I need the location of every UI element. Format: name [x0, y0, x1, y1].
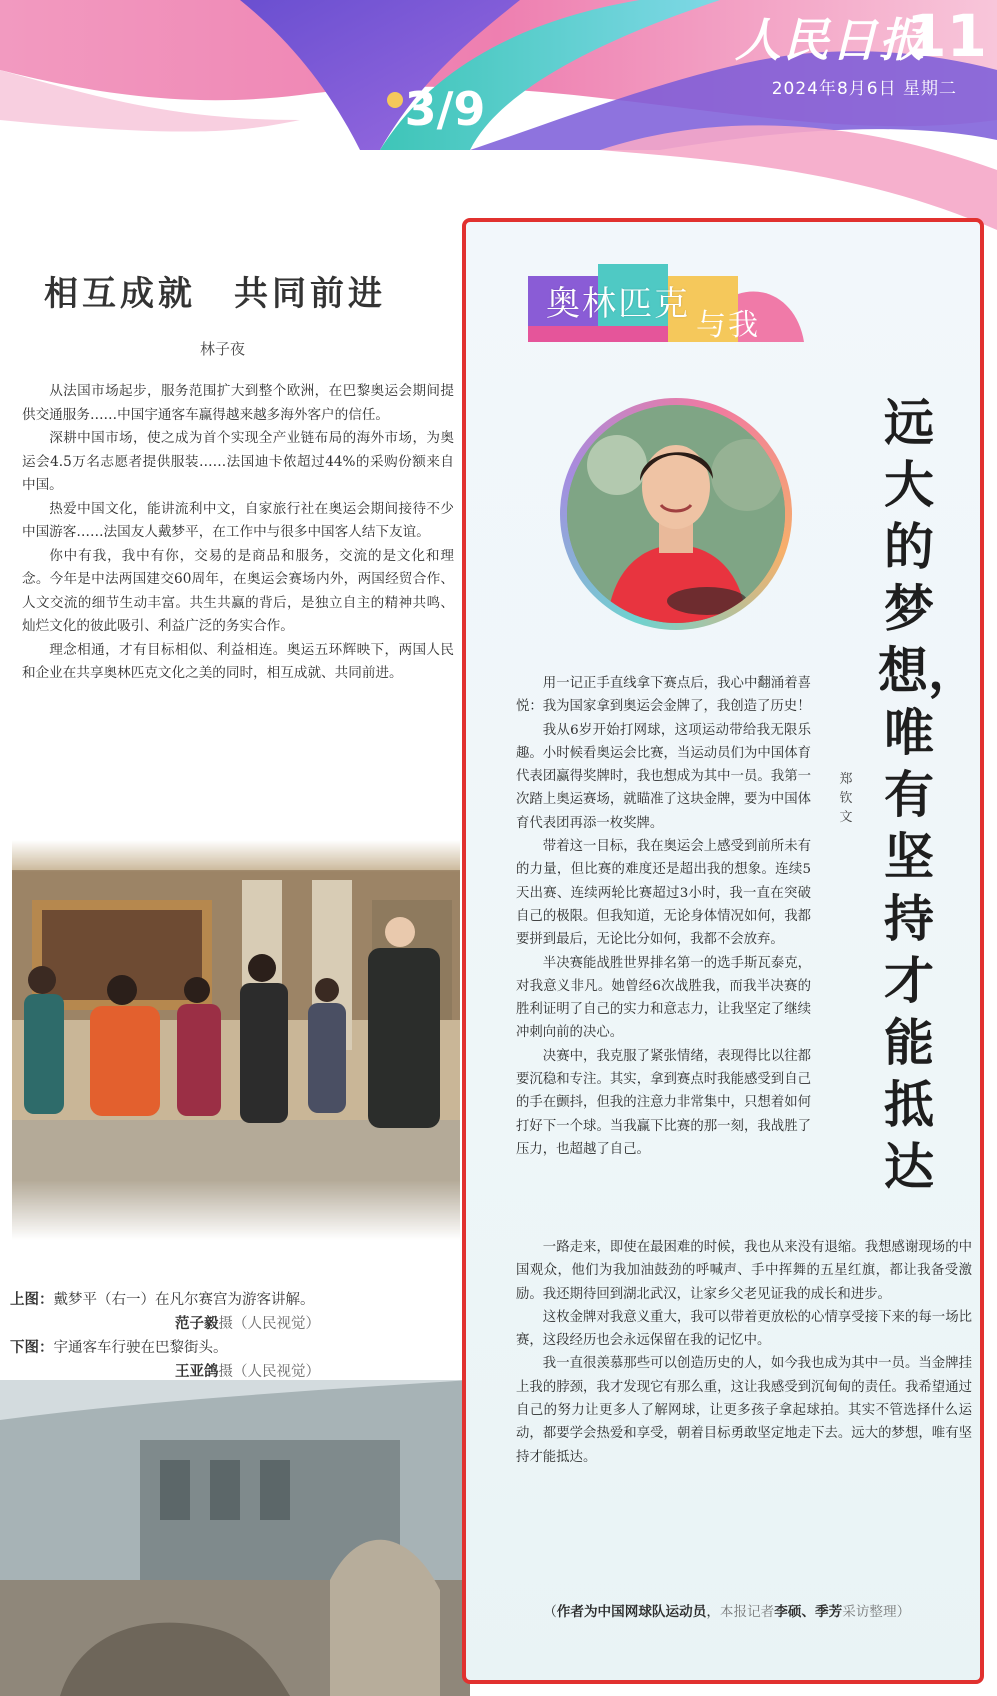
photographer-name: 范子毅 [175, 1316, 219, 1332]
paragraph: 热爱中国文化，能讲流利中文，自家旅行社在奥运会期间接待不少中国游客……法国友人戴梦平，在工作中与很多中国客人结下友谊。 [22, 500, 454, 540]
page-number: 11 [906, 2, 987, 70]
left-article-body [22, 380, 454, 686]
caption-bottom [10, 1336, 450, 1360]
paris-street-illustration [0, 1380, 470, 1696]
note-reporter-label: 本报记者 [719, 1604, 775, 1620]
paragraph: 带着这一目标，我在奥运会上感受到前所未有的力量，但比赛的难度还是超出我的想象。连续5天出赛、连续两轮比赛超过3小时，我一直在突破自己的极限。但我知道，无论身体情况如何，我都要拼到最后，无论比分如何，我都不会放弃。 [516, 839, 811, 948]
caption-bottom-text: 宇通客车行驶在巴黎街头。 [53, 1340, 228, 1356]
versailles-tour-illustration [12, 840, 460, 1240]
image-page-counter: 3/9 [404, 82, 486, 136]
paris-street-photo [0, 1380, 470, 1696]
highlighted-article [462, 218, 984, 1684]
versailles-tour-photo [12, 840, 460, 1240]
paragraph: 一路走来，即使在最困难的时候，我也从来没有退缩。我想感谢现场的中国观众，他们为我加油鼓劲的呼喊声、手中挥舞的五星红旗，都让我备受激励。我还期待回到湖北武汉，让家乡父老见证我的成长和进步。 [516, 1240, 972, 1302]
column-title-suffix: 与我 [696, 308, 760, 343]
article-byline: 郑钦文 [839, 772, 853, 825]
left-article-title: 相互成就 共同前进 [44, 274, 386, 314]
note-author-role: 作者为中国网球队运动员 [556, 1604, 707, 1620]
caption-top [10, 1288, 450, 1312]
paragraph: 决赛中，我克服了紧张情绪，表现得比以往都要沉稳和专注。其实，拿到赛点时我能感受到自己的手在颤抖，但我的注意力非常集中，只想着如何打好下一个球。当我赢下比赛的那一刻，我战胜了压力，也超越了自己。 [516, 1048, 811, 1157]
portrait-photo [567, 405, 785, 623]
caption-bottom-label: 下图： [10, 1340, 54, 1356]
column-title: 奥林匹克 [546, 284, 690, 324]
paragraph: 我从6岁开始打网球，这项运动带给我无限乐趣。小时候看奥运会比赛，当运动员们为中国体育代表团赢得奖牌时，我也想成为其中一员。我第一次踏上奥运赛场，就瞄准了这块金牌，要为中国体育代表团再添一枚奖牌。 [516, 722, 811, 831]
photo-credit-source: 摄（人民视觉） [218, 1364, 320, 1380]
caption-top-credit [10, 1312, 450, 1336]
tennis-player-illustration [567, 405, 785, 623]
photo-credit-source: 摄（人民视觉） [218, 1316, 320, 1332]
article-body-upper [516, 672, 811, 1161]
note-open-paren: （ [543, 1604, 557, 1620]
paragraph: 用一记正手直线拿下赛点后，我心中翻涌着喜悦：我为国家拿到奥运会金牌了，我创造了历史！ [516, 676, 811, 715]
paragraph: 这枚金牌对我意义重大，我可以带着更放松的心情享受接下来的每一场比赛，这段经历也会永远保留在我的记忆中。 [516, 1309, 972, 1349]
left-article-author: 林子夜 [200, 340, 246, 358]
column-banner [528, 264, 808, 342]
paragraph: 从法国市场起步，服务范围扩大到整个欧洲，在巴黎奥运会期间提供交通服务……中国宇通客车赢得越来越多海外客户的信任。 [22, 383, 454, 423]
issue-date: 2024年8月6日 星期二 [771, 79, 957, 99]
author-note [516, 1600, 972, 1624]
note-interview-tail: 采访整理） [842, 1604, 911, 1620]
article-headline: 远大的梦想，唯有坚持才能抵达 [878, 394, 978, 1196]
note-reporter-names: 李硕、季芳 [774, 1604, 843, 1620]
paragraph: 我一直很羡慕那些可以创造历史的人，如今我也成为其中一员。当金牌挂上我的脖颈，我才发现它有那么重，这让我感受到沉甸甸的责任。我希望通过自己的努力让更多人了解网球，让更多孩子拿起球拍。其实不管选择什么运动，都要学会热爱和享受，朝着目标勇敢坚定地走下去。远大的梦想，唯有坚持才能抵达。 [516, 1356, 972, 1465]
paragraph: 深耕中国市场，使之成为首个实现全产业链布局的海外市场，为奥运会4.5万名志愿者提供服装……法国迪卡侬超过44%的采购份额来自中国。 [22, 430, 454, 493]
author-portrait [560, 398, 792, 630]
photo-captions [10, 1288, 450, 1384]
paragraph: 半决赛能战胜世界排名第一的选手斯瓦泰克，对我意义非凡。她曾经6次战胜我，而我半决赛的胜利证明了自己的实力和意志力，让我坚定了继续冲刺向前的决心。 [516, 955, 811, 1041]
note-separator: ， [706, 1604, 720, 1620]
paragraph: 理念相通，才有目标相似、利益相连。奥运五环辉映下，两国人民和企业在共享奥林匹克文化之美的同时，相互成就、共同前进。 [22, 641, 454, 681]
caption-top-text: 戴梦平（右一）在凡尔赛宫为游客讲解。 [53, 1292, 315, 1308]
newspaper-masthead: 人民日报 [735, 13, 927, 67]
caption-top-label: 上图： [10, 1292, 54, 1308]
photographer-name: 王亚鸽 [175, 1364, 219, 1380]
article-body-lower [516, 1236, 972, 1469]
paragraph: 你中有我，我中有你，交易的是商品和服务，交流的是文化和理念。今年是中法两国建交60周年，在奥运会赛场内外，两国经贸合作、人文交流的细节生动丰富。共生共赢的背后，是独立自主的精神共鸣、灿烂文化的彼此吸引、利益广泛的务实合作。 [22, 547, 454, 634]
